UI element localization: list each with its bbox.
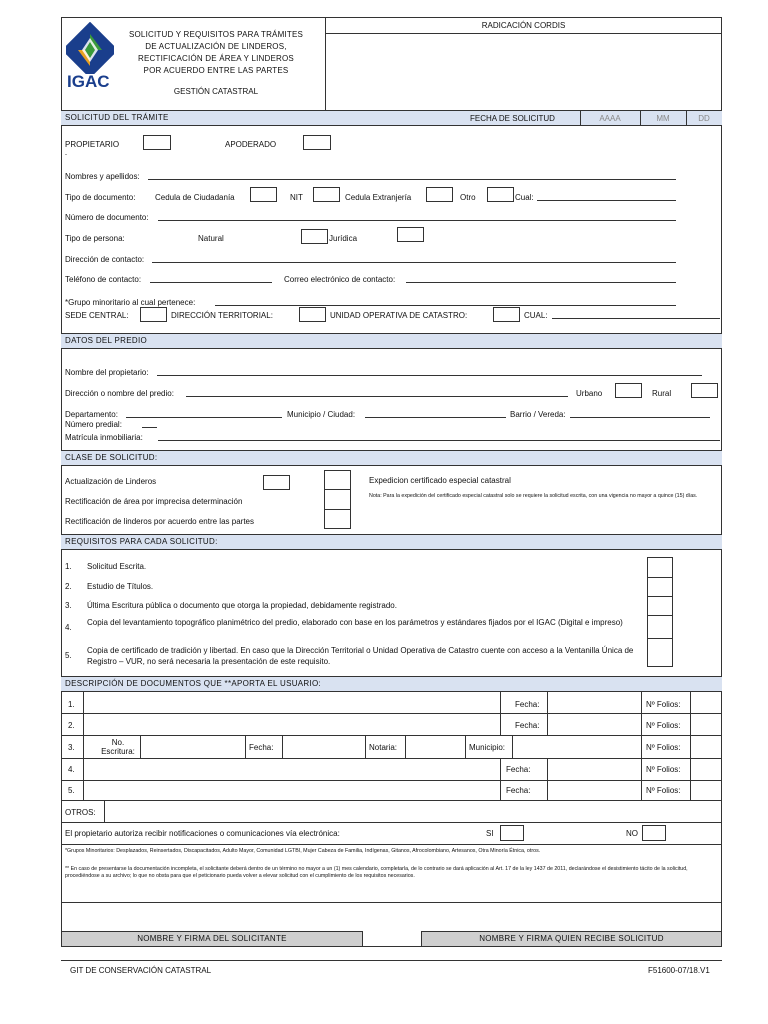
firma-solicitante-label: NOMBRE Y FIRMA DEL SOLICITANTE — [137, 934, 287, 943]
section-predio-label: DATOS DEL PREDIO — [65, 336, 148, 345]
firma-solicitante — [61, 931, 363, 947]
doc-row-3-fecha: Fecha: — [249, 743, 274, 752]
section-predio — [61, 333, 722, 349]
propietario-label: PROPIETARIO — [65, 140, 120, 149]
fecha-mm[interactable]: MM — [656, 114, 670, 123]
urbano-checkbox[interactable] — [615, 383, 642, 398]
cual-field[interactable] — [537, 200, 676, 201]
req-2-num: 2. — [65, 582, 72, 591]
matricula-field[interactable] — [158, 440, 720, 441]
rect-area-label: Rectificación de área por imprecisa determinación — [65, 497, 243, 506]
clase-checkbox-c[interactable] — [324, 509, 351, 529]
num-doc-field[interactable] — [158, 220, 676, 221]
req-5-checkbox[interactable] — [647, 638, 673, 667]
grupo-label: *Grupo minoritario al cual pertenece: — [65, 298, 196, 307]
req-1-text: Solicitud Escrita. — [87, 562, 147, 571]
nombres-field[interactable] — [148, 179, 676, 180]
nit-checkbox[interactable] — [313, 187, 340, 202]
dir-terr-checkbox[interactable] — [299, 307, 326, 322]
doc-row-1-fecha: Fecha: — [515, 700, 540, 709]
ce-checkbox[interactable] — [426, 187, 453, 202]
si-checkbox[interactable] — [500, 825, 524, 841]
req-4-text: Copia del levantamiento topográfico planimétrico del predio, elaborado con base en los parámetros y estándares fijados por el IGAC (Digital e impreso) — [87, 618, 623, 627]
departamento-label: Departamento: — [65, 410, 118, 419]
doc-row-4-num: 4. — [68, 765, 75, 774]
autoriza-text: El propietario autoriza recibir notificaciones o comunicaciones vía electrónica: — [65, 829, 340, 838]
tipo-doc-label: Tipo de documento: — [65, 193, 136, 202]
municipio-field[interactable] — [365, 417, 506, 418]
note-documentacion: ** En caso de presentarse la documentación incompleta, el solicitante deberá dentro de un término no mayor a un (1) mes calendario, completarla, de lo contrario se dará aplicación al Art. 17 de la ley 1437 de 2011, declarándose el desistimiento tácito de la solicitud, procediéndose a su archivo; lo que no obsta para que el peticionario pueda volver a elevar solicitud con el cumplimiento de los requisitos necesarios. — [65, 866, 688, 879]
nombre-prop-field[interactable] — [157, 375, 702, 376]
uoc-label: UNIDAD OPERATIVA DE CATASTRO: — [330, 311, 468, 320]
footer-left: GIT DE CONSERVACIÓN CATASTRAL — [70, 966, 212, 975]
doc-row-5-folios: Nº Folios: — [646, 786, 681, 795]
juridica-checkbox[interactable] — [397, 227, 424, 242]
section-clase — [61, 450, 722, 466]
igac-emblem-icon — [66, 22, 114, 74]
doc-row-2-fecha: Fecha: — [515, 721, 540, 730]
rural-label: Rural — [652, 389, 672, 398]
fecha-dd[interactable]: DD — [698, 114, 710, 123]
otros-label: OTROS: — [65, 808, 96, 817]
req-4-checkbox[interactable] — [647, 615, 673, 639]
note-grupos: *Grupos Minoritarios: Desplazados, Reinsertados, Discapacitados, Adulto Mayor, Comunidad LGTBI, Mujer Cabeza de Familia, Indígenas, Gitanos, Afrocolombiano, Artesanos, Otra Minoría Étnica, otros. — [65, 848, 541, 854]
apoderado-label: APODERADO — [225, 140, 277, 149]
otro-label: Otro — [460, 193, 476, 202]
section-documentos — [61, 676, 722, 692]
footer-right: F51600-07/18.V1 — [648, 966, 710, 975]
actualizacion-checkbox[interactable] — [263, 475, 290, 490]
rect-linderos-label: Rectificación de linderos por acuerdo entre las partes — [65, 517, 254, 526]
doc-row-3-escritura: No. Escritura: — [101, 738, 135, 756]
no-label: NO — [626, 829, 638, 838]
tipo-persona-label: Tipo de persona: — [65, 234, 125, 243]
cual-label: Cual: — [515, 193, 534, 202]
firma-recibe — [421, 931, 722, 947]
matricula-label: Matrícula inmobiliaria: — [65, 433, 143, 442]
section-requisitos-label: REQUISITOS PARA CADA SOLICITUD: — [65, 537, 218, 546]
nombres-label: Nombres y apellidos: — [65, 172, 140, 181]
title-line-4: POR ACUERDO ENTRE LAS PARTES — [143, 66, 289, 75]
doc-row-4-folios: Nº Folios: — [646, 765, 681, 774]
clase-checkbox-a[interactable] — [324, 470, 351, 490]
dir-predio-label: Dirección o nombre del predio: — [65, 389, 174, 398]
title-line-1: SOLICITUD Y REQUISITOS PARA TRÁMITES — [128, 30, 304, 39]
natural-checkbox[interactable] — [301, 229, 328, 244]
ce-label: Cedula Extranjería — [345, 193, 412, 202]
doc-row-3-notaria: Notaria: — [369, 743, 398, 752]
req-2-text: Estudio de Títulos. — [87, 582, 154, 591]
req-1-checkbox[interactable] — [647, 557, 673, 578]
req-3-text: Última Escritura pública o documento que otorga la propiedad, debidamente registrado. — [87, 601, 397, 610]
si-label: SI — [486, 829, 494, 838]
req-4-num: 4. — [65, 623, 72, 632]
telefono-label: Teléfono de contacto: — [65, 275, 142, 284]
cual2-label: CUAL: — [524, 311, 548, 320]
cual2-field[interactable] — [552, 318, 720, 319]
igac-logo — [66, 22, 114, 92]
req-3-num: 3. — [65, 601, 72, 610]
doc-row-3-municipio: Municipio: — [469, 743, 506, 752]
doc-row-3-folios: Nº Folios: — [646, 743, 681, 752]
rural-checkbox[interactable] — [691, 383, 718, 398]
expedicion-label: Expedicion certificado especial catastral — [369, 476, 511, 485]
num-predial-label: Número predial: — [65, 420, 122, 429]
clase-checkbox-b[interactable] — [324, 489, 351, 510]
urbano-label: Urbano — [576, 389, 603, 398]
cc-label: Cedula de Ciudadanía — [155, 193, 235, 202]
correo-field[interactable] — [406, 282, 676, 283]
otro-checkbox[interactable] — [487, 187, 514, 202]
barrio-label: Barrio / Vereda: — [510, 410, 566, 419]
nit-label: NIT — [290, 193, 303, 202]
correo-label: Correo electrónico de contacto: — [284, 275, 396, 284]
doc-row-2-num: 2. — [68, 721, 75, 730]
doc-row-1-num: 1. — [68, 700, 75, 709]
telefono-field[interactable] — [150, 282, 272, 283]
section-clase-label: CLASE DE SOLICITUD: — [65, 453, 158, 462]
grupo-field[interactable] — [215, 305, 676, 306]
barrio-field[interactable] — [570, 417, 710, 418]
doc-row-5-fecha: Fecha: — [506, 786, 531, 795]
title-line-3: RECTIFICACIÓN DE ÁREA Y LINDEROS — [138, 54, 294, 63]
otros-field[interactable] — [105, 801, 721, 821]
nota-expedicion: Nota: Para la expedición del certificado especial catastral solo se requiere la solicitud escrita, con una vigencia no mayor a quince (15) días. — [369, 493, 698, 499]
doc-row-3-num: 3. — [68, 743, 75, 752]
no-checkbox[interactable] — [642, 825, 666, 841]
apoderado-checkbox[interactable] — [303, 135, 331, 150]
subtitle: GESTIÓN CATASTRAL — [173, 87, 259, 96]
departamento-field[interactable] — [126, 417, 282, 418]
req-5-text: Copia de certificado de tradición y libertad. En caso que la Dirección Territorial o Unidad Operativa de Catastro cuente con acceso a la Ventanilla Única de Registro – VUR, no será necesaria la presentación de este requisito. — [87, 646, 634, 666]
natural-label: Natural — [198, 234, 224, 243]
cc-checkbox[interactable] — [250, 187, 277, 202]
sede-label: SEDE CENTRAL: — [65, 311, 129, 320]
dot-mark: - — [65, 152, 67, 158]
sede-checkbox[interactable] — [140, 307, 167, 322]
juridica-label: Jurídica — [329, 234, 358, 243]
dir-predio-field[interactable] — [186, 396, 568, 397]
section-requisitos — [61, 534, 722, 550]
title-line-2: DE ACTUALIZACIÓN DE LINDEROS, — [145, 42, 287, 51]
firma-recibe-label: NOMBRE Y FIRMA QUIEN RECIBE SOLICITUD — [479, 934, 664, 943]
req-5-num: 5. — [65, 651, 72, 660]
num-doc-label: Número de documento: — [65, 213, 149, 222]
num-predial-field[interactable] — [142, 427, 157, 428]
actualizacion-label: Actualización de Linderos — [65, 477, 157, 486]
igac-logo-text: IGAC — [67, 72, 110, 91]
req-2-checkbox[interactable] — [647, 577, 673, 597]
fecha-solicitud-label: FECHA DE SOLICITUD — [470, 114, 555, 123]
propietario-checkbox[interactable] — [143, 135, 171, 150]
doc-row-4-fecha: Fecha: — [506, 765, 531, 774]
municipio-label: Municipio / Ciudad: — [287, 410, 356, 419]
doc-row-5-num: 5. — [68, 786, 75, 795]
dir-terr-label: DIRECCIÓN TERRITORIAL: — [171, 311, 273, 320]
doc-row-1-folios: Nº Folios: — [646, 700, 681, 709]
nombre-prop-label: Nombre del propietario: — [65, 368, 149, 377]
direccion-field[interactable] — [152, 262, 676, 263]
uoc-checkbox[interactable] — [493, 307, 520, 322]
section-solicitud-label: SOLICITUD DEL TRÁMITE — [65, 113, 169, 122]
req-3-checkbox[interactable] — [647, 596, 673, 616]
direccion-label: Dirección de contacto: — [65, 255, 145, 264]
radicacion-label: RADICACIÓN CORDIS — [481, 21, 566, 30]
section-documentos-label: DESCRIPCIÓN DE DOCUMENTOS QUE **APORTA EL USUARIO: — [65, 679, 322, 688]
fecha-aaaa[interactable]: AAAA — [599, 114, 621, 123]
req-1-num: 1. — [65, 562, 72, 571]
doc-row-2-folios: Nº Folios: — [646, 721, 681, 730]
